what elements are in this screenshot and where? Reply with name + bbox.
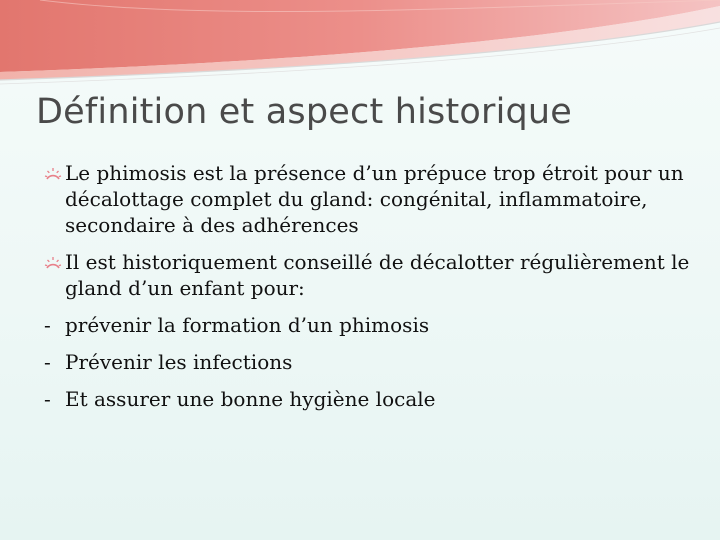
list-item-text: Et assurer une bonne hygiène locale <box>65 387 436 411</box>
decorative-header-banner <box>0 0 720 90</box>
list-item-text: Prévenir les infections <box>65 350 293 374</box>
slide-title: Définition et aspect historique <box>36 92 573 132</box>
dash-marker: - <box>44 387 51 411</box>
bullet-list <box>44 160 694 423</box>
sun-arc-bullet-icon <box>44 255 62 271</box>
list-item-text: Le phimosis est la présence d’un prépuce trop étroit pour un décalottage complet du gland: congénital, inflammatoire, secondaire à des adhérences <box>65 161 684 237</box>
list-item <box>44 312 694 338</box>
dash-marker: - <box>44 350 51 374</box>
sun-arc-bullet-icon <box>44 166 62 182</box>
list-item <box>44 160 694 238</box>
list-item-text: Il est historiquement conseillé de décalotter régulièrement le gland d’un enfant pour: <box>65 250 690 300</box>
list-item <box>44 349 694 375</box>
list-item-text: prévenir la formation d’un phimosis <box>65 313 430 337</box>
list-item <box>44 249 694 301</box>
dash-marker: - <box>44 313 51 337</box>
list-item <box>44 386 694 412</box>
